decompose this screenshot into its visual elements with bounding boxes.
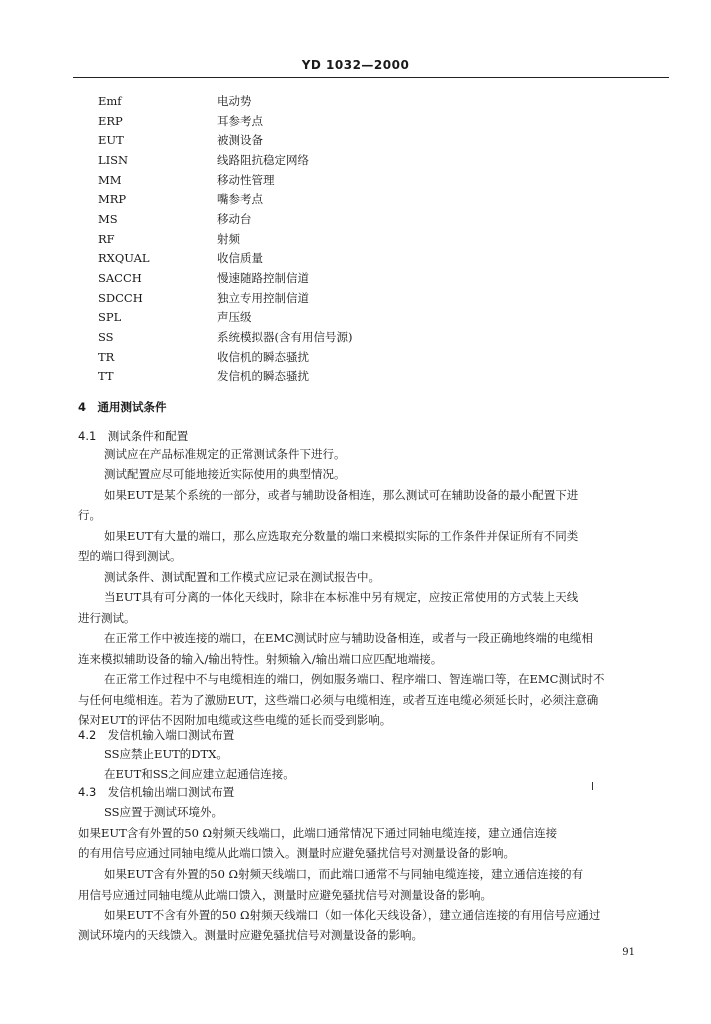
abbreviation-term: SPL <box>98 310 122 325</box>
paragraph-line: 当EUT具有可分离的一体化天线时，除非在本标准中另有规定，应按正常使用的方式装上天线 <box>104 590 579 604</box>
paragraph-line: 如果EUT有大量的端口，那么应选取充分数量的端口来模拟实际的工作条件并保证所有不同类 <box>104 529 579 543</box>
paragraph-line: SS应禁止EUT的DTX。 <box>104 747 228 761</box>
abbreviation-row <box>98 189 658 209</box>
paragraph-line: 在EUT和SS之间应建立起通信连接。 <box>104 767 295 781</box>
abbreviation-definition: 收信质量 <box>217 251 263 266</box>
paragraph-line: 与任何电缆相连。若为了激励EUT，这些端口必须与电缆相连，或者互连电缆必须延长时，必须注意确 <box>78 693 599 707</box>
abbreviation-row <box>98 91 658 111</box>
paragraph-line: 测试条件、测试配置和工作模式应记录在测试报告中。 <box>104 570 380 584</box>
abbreviation-row <box>98 170 658 190</box>
abbreviation-definition: 嘴参考点 <box>217 192 263 207</box>
abbreviation-definition: 移动台 <box>217 211 252 226</box>
abbreviation-definition: 收信机的瞬态骚扰 <box>217 349 309 364</box>
paragraph-line: 的有用信号应通过同轴电缆从此端口馈入。测量时应避免骚扰信号对测量设备的影响。 <box>78 846 515 860</box>
paragraph-line: 连来模拟辅助设备的输入/输出特性。射频输入/输出端口应匹配地端接。 <box>78 652 443 666</box>
section-4-3-title: 4.3 发信机输出端口测试布置 <box>78 785 235 799</box>
abbreviation-definition: 声压级 <box>217 310 252 325</box>
section-4-1-title: 4.1 测试条件和配置 <box>78 429 189 443</box>
abbreviation-definition: 耳参考点 <box>217 113 263 128</box>
abbreviation-row <box>98 268 658 288</box>
abbreviation-term: RXQUAL <box>98 251 150 266</box>
abbreviation-term: RF <box>98 231 115 246</box>
paragraph-line: 在正常工作中被连接的端口，在EMC测试时应与辅助设备相连，或者与一段正确地终端的电缆相 <box>104 631 593 645</box>
section-4-title: 4 通用测试条件 <box>78 400 167 414</box>
abbreviation-definition: 电动势 <box>217 93 252 108</box>
abbreviation-row <box>98 229 658 249</box>
abbreviation-term: LISN <box>98 152 129 167</box>
abbreviation-term: MM <box>98 172 122 187</box>
abbreviation-definition: 发信机的瞬态骚扰 <box>217 369 309 384</box>
abbreviation-definition: 被测设备 <box>217 133 263 148</box>
abbreviation-definition: 系统模拟器(含有用信号源) <box>217 330 353 345</box>
paragraph-line: 如果EUT不含有外置的50 Ω射频天线端口（如一体化天线设备），建立通信连接的有用信号应通过 <box>104 908 601 922</box>
paragraph-line: 保对EUT的评估不因附加电缆或这些电缆的延长而受到影响。 <box>78 713 392 727</box>
abbreviation-term: Emf <box>98 93 122 108</box>
abbreviation-term: MS <box>98 211 118 226</box>
abbreviation-row <box>98 111 658 131</box>
paragraph-line: 型的端口得到测试。 <box>78 549 182 563</box>
abbreviation-term: SDCCH <box>98 290 143 305</box>
abbreviation-term: EUT <box>98 133 124 148</box>
abbreviation-term: MRP <box>98 192 127 207</box>
abbreviation-row <box>98 367 658 387</box>
paragraph-line: 在正常工作过程中不与电缆相连的端口，例如服务端口、程序端口、智连端口等，在EMC测试时不 <box>104 672 605 686</box>
margin-mark <box>592 782 593 790</box>
page-number: 91 <box>622 947 635 958</box>
paragraph-line: 测试应在产品标准规定的正常测试条件下进行。 <box>104 447 346 461</box>
paragraph-line: 测试配置应尽可能地接近实际使用的典型情况。 <box>104 467 346 481</box>
abbreviation-definition: 慢速随路控制信道 <box>217 271 309 286</box>
paragraph-line: 行。 <box>78 508 101 522</box>
abbreviation-row <box>98 347 658 367</box>
document-header: YD 1032—2000 <box>301 58 410 72</box>
abbreviation-row <box>98 288 658 308</box>
header-rule <box>73 77 669 78</box>
paragraph-line: 如果EUT是某个系统的一部分，或者与辅助设备相连，那么测试可在辅助设备的最小配置下进 <box>104 488 579 502</box>
abbreviation-definition: 射频 <box>217 231 240 246</box>
abbreviation-term: SACCH <box>98 271 142 286</box>
abbreviation-row <box>98 249 658 269</box>
abbreviation-list <box>98 91 658 386</box>
paragraph-line: SS应置于测试环境外。 <box>104 805 224 819</box>
abbreviation-definition: 线路阻抗稳定网络 <box>217 152 309 167</box>
abbreviation-row <box>98 130 658 150</box>
abbreviation-term: TT <box>98 369 114 384</box>
abbreviation-row <box>98 209 658 229</box>
paragraph-line: 如果EUT含有外置的50 Ω射频天线端口，此端口通常情况下通过同轴电缆连接，建立通信连接 <box>78 826 558 840</box>
abbreviation-term: SS <box>98 330 114 345</box>
abbreviation-row <box>98 150 658 170</box>
paragraph-line: 如果EUT含有外置的50 Ω射频天线端口，而此端口通常不与同轴电缆连接，建立通信连接的有 <box>104 867 584 881</box>
abbreviation-definition: 移动性管理 <box>217 172 275 187</box>
paragraph-line: 测试环境内的天线馈入。测量时应避免骚扰信号对测量设备的影响。 <box>78 928 423 942</box>
paragraph-line: 用信号应通过同轴电缆从此端口馈入，测量时应避免骚扰信号对测量设备的影响。 <box>78 888 492 902</box>
abbreviation-term: TR <box>98 349 115 364</box>
abbreviation-term: ERP <box>98 113 123 128</box>
paragraph-line: 进行测试。 <box>78 611 136 625</box>
abbreviation-row <box>98 308 658 328</box>
abbreviation-row <box>98 327 658 347</box>
section-4-2-title: 4.2 发信机输入端口测试布置 <box>78 728 235 742</box>
abbreviation-definition: 独立专用控制信道 <box>217 290 309 305</box>
